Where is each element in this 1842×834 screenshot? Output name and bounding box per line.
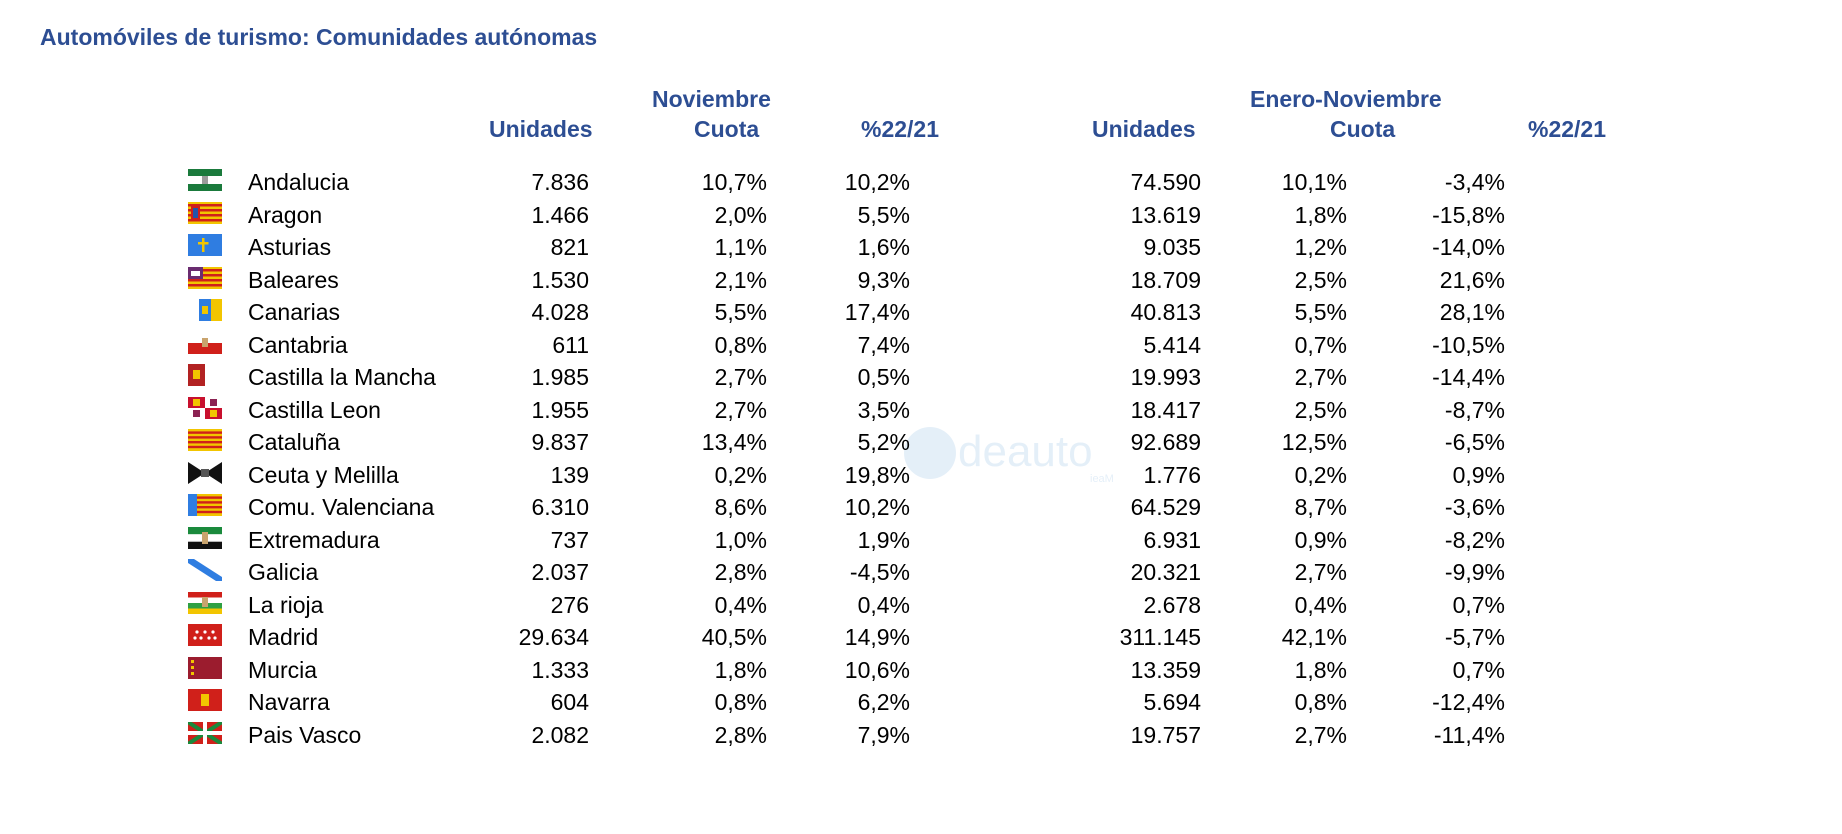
nov-pct-cell: 1,6% xyxy=(857,234,910,260)
en-pct-cell: 28,1% xyxy=(1439,299,1505,325)
region-name: Madrid xyxy=(248,624,319,650)
en-cuota-cell: 1,8% xyxy=(1294,656,1347,683)
header-nov-unidades: Unidades xyxy=(489,116,593,142)
en-unidades-cell: 13.619 xyxy=(1130,201,1201,228)
baleares-flag-icon xyxy=(188,267,222,289)
ceuta-melilla-flag-icon xyxy=(188,462,222,484)
nov-cuota-cell: 1,0% xyxy=(714,526,767,553)
navarra-flag-icon xyxy=(188,689,222,711)
region-name: Asturias xyxy=(248,234,332,260)
nov-pct-cell: 10,6% xyxy=(844,656,910,683)
table-row xyxy=(0,490,1842,525)
nov-cuota-cell: 0,2% xyxy=(714,461,767,488)
nov-cuota-cell: 2,1% xyxy=(714,266,767,293)
en-cuota-cell: 1,8% xyxy=(1294,201,1347,228)
table-row xyxy=(0,653,1842,688)
la-rioja-flag-icon xyxy=(188,592,222,614)
nov-unidades-cell: 2.037 xyxy=(531,559,589,585)
region-name: Murcia xyxy=(248,656,318,683)
murcia-flag-icon xyxy=(188,657,222,679)
region-name: Aragon xyxy=(248,201,323,228)
en-pct-cell: -15,8% xyxy=(1432,201,1505,228)
nov-cuota-cell: 1,1% xyxy=(714,234,767,260)
en-unidades-cell: 19.757 xyxy=(1130,721,1201,748)
en-cuota-cell: 0,8% xyxy=(1294,689,1347,715)
nov-unidades-cell: 1.985 xyxy=(531,364,589,390)
nov-pct-cell: 19,8% xyxy=(844,461,910,488)
en-pct-cell: -3,6% xyxy=(1444,494,1505,520)
en-pct-cell: -5,7% xyxy=(1444,624,1505,650)
nov-pct-cell: 17,4% xyxy=(844,299,910,325)
region-name: Cantabria xyxy=(248,331,348,358)
region-name: Baleares xyxy=(248,266,339,293)
region-name: La rioja xyxy=(248,591,324,618)
nov-unidades-cell: 1.466 xyxy=(531,201,589,228)
region-name: Galicia xyxy=(248,559,319,585)
region-name: Andalucia xyxy=(248,169,350,195)
cantabria-flag-icon xyxy=(188,332,222,354)
nov-unidades-cell: 1.530 xyxy=(531,266,589,293)
en-unidades-cell: 311.145 xyxy=(1119,624,1201,650)
region-name: Castilla la Mancha xyxy=(248,364,436,390)
nov-cuota-cell: 10,7% xyxy=(701,169,767,195)
header-nov-cuota: Cuota xyxy=(694,116,760,142)
en-pct-cell: -3,4% xyxy=(1444,169,1505,195)
region-name: Ceuta y Melilla xyxy=(248,461,399,488)
andalucia-flag-icon xyxy=(188,169,222,191)
header-noviembre: Noviembre xyxy=(652,86,771,112)
nov-pct-cell: 7,9% xyxy=(857,721,910,748)
nov-unidades-cell: 1.333 xyxy=(531,656,589,683)
table-row xyxy=(0,718,1842,753)
castilla-la-mancha-flag-icon xyxy=(188,364,222,386)
region-name: Canarias xyxy=(248,299,341,325)
table-row xyxy=(0,295,1842,330)
asturias-flag-icon xyxy=(188,234,222,256)
nov-cuota-cell: 1,8% xyxy=(714,656,767,683)
nov-pct-cell: 9,3% xyxy=(857,266,910,293)
en-cuota-cell: 0,7% xyxy=(1294,331,1347,358)
madrid-flag-icon xyxy=(188,624,222,646)
en-unidades-cell: 1.776 xyxy=(1143,461,1201,488)
nov-cuota-cell: 13,4% xyxy=(701,429,767,455)
nov-unidades-cell: 29.634 xyxy=(518,624,589,650)
nov-unidades-cell: 1.955 xyxy=(531,396,589,423)
nov-pct-cell: 10,2% xyxy=(844,494,910,520)
en-unidades-cell: 13.359 xyxy=(1130,656,1201,683)
region-name: Extremadura xyxy=(248,526,380,553)
nov-unidades-cell: 821 xyxy=(550,234,589,260)
en-cuota-cell: 2,5% xyxy=(1294,266,1347,293)
nov-cuota-cell: 40,5% xyxy=(701,624,767,650)
en-cuota-cell: 0,2% xyxy=(1294,461,1347,488)
table-row xyxy=(0,230,1842,265)
nov-pct-cell: 3,5% xyxy=(857,396,910,423)
region-name: Castilla Leon xyxy=(248,396,381,423)
en-cuota-cell: 2,7% xyxy=(1294,364,1347,390)
en-cuota-cell: 2,5% xyxy=(1294,396,1347,423)
nov-cuota-cell: 2,0% xyxy=(714,201,767,228)
header-en-unidades: Unidades xyxy=(1092,116,1196,142)
region-name: Comu. Valenciana xyxy=(248,494,435,520)
table-row xyxy=(0,165,1842,200)
canarias-flag-icon xyxy=(188,299,222,321)
region-name: Navarra xyxy=(248,689,330,715)
en-unidades-cell: 5.414 xyxy=(1143,331,1201,358)
nov-pct-cell: 5,2% xyxy=(857,429,910,455)
en-unidades-cell: 6.931 xyxy=(1143,526,1201,553)
nov-cuota-cell: 0,8% xyxy=(714,331,767,358)
valenciana-flag-icon xyxy=(188,494,222,516)
nov-cuota-cell: 0,8% xyxy=(714,689,767,715)
en-cuota-cell: 0,9% xyxy=(1294,526,1347,553)
cataluna-flag-icon xyxy=(188,429,222,451)
en-pct-cell: 0,7% xyxy=(1452,656,1505,683)
nov-cuota-cell: 2,7% xyxy=(714,396,767,423)
en-cuota-cell: 10,1% xyxy=(1281,169,1347,195)
nov-cuota-cell: 8,6% xyxy=(714,494,767,520)
table-row xyxy=(0,425,1842,460)
nov-pct-cell: -4,5% xyxy=(849,559,910,585)
en-cuota-cell: 8,7% xyxy=(1294,494,1347,520)
header-enero-noviembre: Enero-Noviembre xyxy=(1250,86,1442,112)
nov-cuota-cell: 0,4% xyxy=(714,591,767,618)
header-nov-pct: %22/21 xyxy=(861,116,940,142)
en-cuota-cell: 5,5% xyxy=(1294,299,1347,325)
table-row xyxy=(0,588,1842,623)
nov-pct-cell: 10,2% xyxy=(844,169,910,195)
en-pct-cell: -14,4% xyxy=(1432,364,1505,390)
en-unidades-cell: 9.035 xyxy=(1143,234,1201,260)
en-cuota-cell: 42,1% xyxy=(1281,624,1347,650)
en-unidades-cell: 19.993 xyxy=(1130,364,1201,390)
en-unidades-cell: 40.813 xyxy=(1130,299,1201,325)
nov-unidades-cell: 2.082 xyxy=(531,721,589,748)
table-row xyxy=(0,620,1842,655)
nov-cuota-cell: 2,8% xyxy=(714,721,767,748)
nov-pct-cell: 6,2% xyxy=(857,689,910,715)
en-pct-cell: -11,4% xyxy=(1433,721,1505,748)
table-row xyxy=(0,685,1842,720)
region-name: Pais Vasco xyxy=(248,721,362,748)
en-cuota-cell: 12,5% xyxy=(1281,429,1347,455)
en-pct-cell: -12,4% xyxy=(1432,689,1505,715)
en-pct-cell: -6,5% xyxy=(1444,429,1505,455)
nov-pct-cell: 1,9% xyxy=(857,526,910,553)
en-pct-cell: -14,0% xyxy=(1432,234,1505,260)
en-unidades-cell: 64.529 xyxy=(1130,494,1201,520)
aragon-flag-icon xyxy=(188,202,222,224)
en-cuota-cell: 1,2% xyxy=(1294,234,1347,260)
header-en-pct: %22/21 xyxy=(1528,116,1607,142)
nov-cuota-cell: 5,5% xyxy=(714,299,767,325)
en-pct-cell: -10,5% xyxy=(1432,331,1505,358)
nov-cuota-cell: 2,8% xyxy=(714,559,767,585)
castilla-leon-flag-icon xyxy=(188,397,222,419)
en-unidades-cell: 2.678 xyxy=(1143,591,1201,618)
en-unidades-cell: 20.321 xyxy=(1130,559,1201,585)
nov-unidades-cell: 737 xyxy=(550,526,589,553)
extremadura-flag-icon xyxy=(188,527,222,549)
region-name: Cataluña xyxy=(248,429,341,455)
en-unidades-cell: 74.590 xyxy=(1130,169,1201,195)
nov-cuota-cell: 2,7% xyxy=(714,364,767,390)
en-unidades-cell: 92.689 xyxy=(1130,429,1201,455)
en-pct-cell: -8,2% xyxy=(1444,526,1505,553)
nov-unidades-cell: 604 xyxy=(550,689,589,715)
watermark-subtext: ieaM xyxy=(1090,473,1114,485)
en-pct-cell: 21,6% xyxy=(1439,266,1505,293)
en-unidades-cell: 18.709 xyxy=(1130,266,1201,293)
table-row xyxy=(0,393,1842,428)
nov-unidades-cell: 7.836 xyxy=(531,169,589,195)
nov-unidades-cell: 611 xyxy=(552,331,589,358)
en-pct-cell: -8,7% xyxy=(1444,396,1505,423)
page-title: Automóviles de turismo: Comunidades autónomas xyxy=(40,24,598,50)
en-unidades-cell: 18.417 xyxy=(1130,396,1201,423)
en-unidades-cell: 5.694 xyxy=(1143,689,1201,715)
table-row xyxy=(0,360,1842,395)
nov-pct-cell: 0,5% xyxy=(857,364,910,390)
nov-unidades-cell: 276 xyxy=(550,591,589,618)
en-pct-cell: 0,9% xyxy=(1452,461,1505,488)
table-row xyxy=(0,458,1842,493)
watermark-text: deauto xyxy=(958,427,1093,476)
table-row xyxy=(0,328,1842,363)
nov-pct-cell: 5,5% xyxy=(857,201,910,228)
table-row xyxy=(0,198,1842,233)
en-cuota-cell: 2,7% xyxy=(1294,721,1347,748)
en-cuota-cell: 2,7% xyxy=(1294,559,1347,585)
en-cuota-cell: 0,4% xyxy=(1294,591,1347,618)
nov-unidades-cell: 139 xyxy=(550,461,589,488)
nov-pct-cell: 0,4% xyxy=(857,591,910,618)
nov-pct-cell: 7,4% xyxy=(857,331,910,358)
header-en-cuota: Cuota xyxy=(1330,116,1396,142)
nov-unidades-cell: 4.028 xyxy=(531,299,589,325)
table-row xyxy=(0,523,1842,558)
galicia-flag-icon xyxy=(188,559,222,581)
nov-unidades-cell: 9.837 xyxy=(531,429,589,455)
table-row xyxy=(0,555,1842,590)
pais-vasco-flag-icon xyxy=(188,722,222,744)
nov-pct-cell: 14,9% xyxy=(844,624,910,650)
en-pct-cell: 0,7% xyxy=(1452,591,1505,618)
en-pct-cell: -9,9% xyxy=(1444,559,1505,585)
nov-unidades-cell: 6.310 xyxy=(531,494,589,520)
table-row xyxy=(0,263,1842,298)
